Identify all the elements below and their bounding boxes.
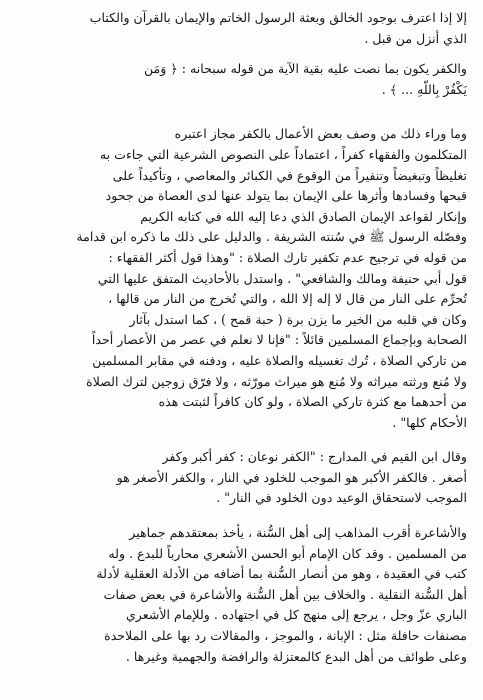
paragraph-4 [14, 447, 467, 509]
text-line: قبحها وفسادها وأثرها على الإيمان بما يتولد عنها لدى العصاة من جحود [105, 188, 467, 204]
text-line: من قوله في ترجيح عدم تكفير تارك الصلاة : "وهذا قول أكثر الفقهاء : [108, 249, 467, 265]
text-line: المتكلمون والفقهاء كفراً ، اعتماداً على النصوص الشرعية التي جاءت به [99, 146, 467, 162]
text-line: إلا إذا اعترف بوجود الخالق وبعثة الرسول الخاتم والإيمان بالقرآن والكتاب [89, 10, 467, 25]
text-line: قول أبي حنيفة ومالك والشافعي" . واستدل بالأحاديث المتفق عليها التي [97, 270, 467, 286]
text-line: مصنفات حافلة مثل : الإبانة ، والموجز ، والمقالات رد بها على الملاحدة [104, 628, 467, 644]
text-line: من أحدهما مع كثرة تاركي الصلاة ، ولو كان كافراً لثبتت هذه [158, 394, 467, 410]
text-line: كتب في العقيدة ، وهو من أنصار السُّنة بما أضافه من الأدلة العقلية لأدلة [96, 566, 467, 582]
text-line: الباري عزّ وجل ، يرجع إلى منهج كل في اجتهاده . وللإمام الأشعري [125, 607, 467, 623]
text-line: وما وراء ذلك من وصف بعض الأعمال بالكفر مجاز اعتبره [174, 126, 467, 142]
text-line: والكفر يكون بما نصت عليه بقية الآية من قوله سبحانه : ﴿ وَمَن [143, 61, 467, 77]
paragraph-gap [14, 509, 467, 523]
text-line: من تاركي الصلاة ، تُرك تغسيله والصلاة عليه ، ودفنه في مقابر المسلمين [92, 352, 467, 368]
text-line: أهل السُّنة النقلية . والخلاف بين أهل السُّنة والأشاعرة في بعض صفات [103, 586, 467, 602]
text-line: أصغر . فالكفر الأكبر هو الموجب للخلود في النار ، والكفر الأصغر هو [116, 469, 467, 485]
text-line: تُحرِّم على النار من قال لا إله إلا الله ، والتي تُخرج من النار من قالها ، [108, 291, 467, 307]
text-line: الأحكام كلها" . [392, 414, 467, 430]
text-line: الصحابة وبإجماع المسلمين قائلاً : "فإنا لا نعلم في عصر من الأعصار أحداً [91, 332, 467, 348]
paragraph-5 [14, 523, 467, 667]
paragraph-gap [14, 49, 467, 59]
text-line: وعلى طوائف من أهل البدع كالمعتزلة والرافضة والجهمية وغيرها . [125, 648, 467, 664]
text-line: وفصّله الرسول ﷺ في سُنته الشريفة . والدليل على ذلك ما ذكره ابن قدامة [76, 229, 467, 245]
text-line: من المسلمين . وقد كان الإمام أبو الحسن الأشعري محارباً للبدع . وله [108, 545, 467, 561]
text-line: وإنكار لقواعد الإيمان الصادق الذي دعا إليه الله في كتابه الكريم [140, 208, 467, 224]
text-line: الذي أنزل من قبل . [364, 30, 467, 46]
text-line: يَكْفُرْ بِاللَّهِ ... ﴾ . [381, 81, 467, 97]
paragraph-2 [14, 59, 467, 100]
text-line: وقال ابن القيم في المدارج : "الكفر نوعان : كفر أكبر وكفر [162, 449, 467, 465]
text-line: والأشاعرة أقرب المذاهب إلى أهل السُّنة ، يأخذ بمعتقدهم جماهير [129, 525, 467, 541]
paragraph-3 [14, 124, 467, 433]
text-line: ولا مُنع ورثته ميراثه ولا مُنع هو ميراث مورّثه ، ولا فرّق زوجين لترك الصلاة [86, 373, 467, 389]
text-line: تغليظاً وتبغيضاً وتنفيراً من الوقوع في الكبائر والمعاصي ، وتأكيداً على [112, 167, 467, 183]
text-line: وكان في قلبه من الخير ما يزن برة ( حبة قمح ) ، كما استدل بآثار [129, 311, 467, 327]
paragraph-gap [14, 433, 467, 447]
paragraph-1 [14, 8, 467, 49]
paragraph-gap [14, 100, 467, 124]
text-line: الموجب لاستحقاق الوعيد دون الخلود في النار" . [216, 490, 467, 506]
